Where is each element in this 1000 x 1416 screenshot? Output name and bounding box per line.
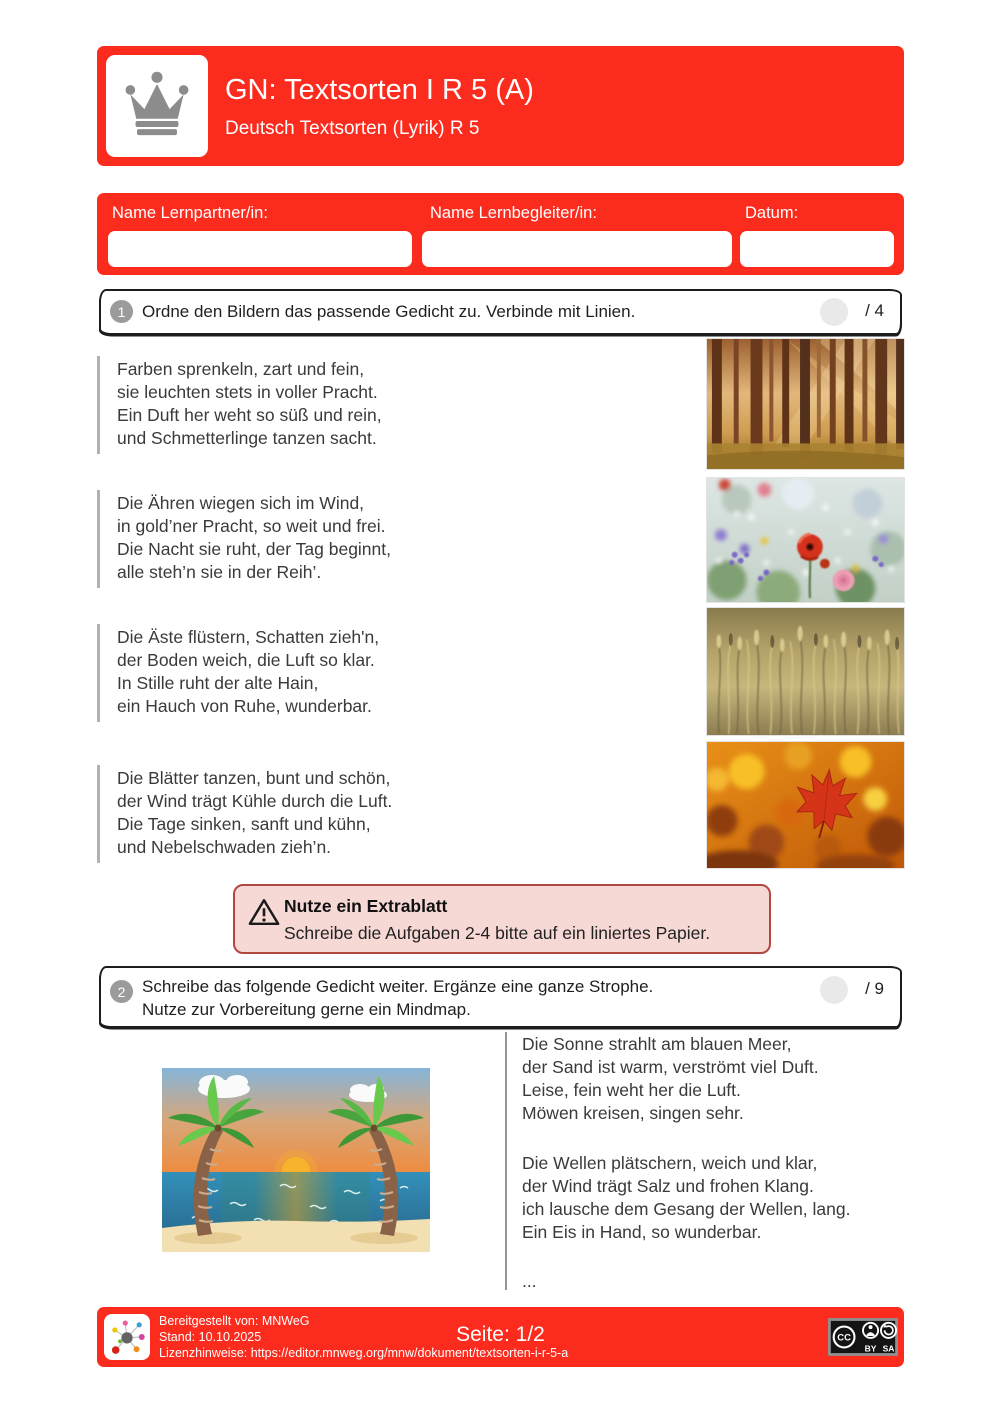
poem-line: alle steh’n sie in der Reih’.: [117, 562, 322, 582]
extra-sheet-note: [233, 884, 771, 954]
poem-line: Die Tage sinken, sanft und kühn,: [117, 814, 371, 834]
task1-number-badge: 1: [110, 300, 133, 323]
poem-line: Ein Duft her weht so süß und rein,: [117, 405, 382, 425]
poem-line: Ein Eis in Hand, so wunderbar.: [522, 1222, 762, 1242]
logo-box: [106, 55, 208, 157]
task2-instruction-line1: Schreibe das folgende Gedicht weiter. Ergänze eine ganze Strophe.: [142, 977, 654, 996]
name-bar: [97, 193, 904, 275]
poem-continuation-ellipsis: ...: [522, 1271, 537, 1291]
autumn-leaves-photo: [706, 741, 905, 869]
header: [97, 46, 904, 166]
sunlit-forest-photo: [706, 338, 905, 470]
task2-poem: [522, 1033, 850, 1293]
poem-stanza-1: [522, 1033, 850, 1125]
wheat-field-photo: [706, 607, 905, 736]
poem-line: Farben sprenkeln, zart und fein,: [117, 359, 365, 379]
license-text: Lizenzhinweise: https://editor.mnweg.org/mnw/dokument/textsorten-i-r-5-a: [159, 1346, 569, 1360]
poem-line: Die Ähren wiegen sich im Wind,: [117, 493, 365, 513]
poem-line: der Wind trägt Salz und frohen Klang.: [522, 1176, 814, 1196]
provided-by-text: Bereitgestellt von: MNWeG: [159, 1314, 310, 1328]
page-indicator: Seite: 1/2: [456, 1323, 545, 1346]
poem-grainfield: [97, 490, 677, 588]
poem-stanza-2: [522, 1152, 850, 1244]
stand-text: Stand: 10.10.2025: [159, 1330, 262, 1344]
poem-line: Die Nacht sie ruht, der Tag beginnt,: [117, 539, 392, 559]
poem-line: der Boden weich, die Luft so klar.: [117, 650, 375, 670]
poem-forest: [97, 624, 677, 722]
date-label: Datum:: [745, 204, 799, 222]
poem-line: Leise, fein weht her die Luft.: [522, 1080, 741, 1100]
warning-triangle-icon: [248, 898, 280, 932]
flower-meadow-photo: [706, 477, 905, 603]
note-title: Nutze ein Extrablatt: [284, 896, 448, 916]
vertical-divider: [505, 1032, 507, 1290]
poem-line: der Wind trägt Kühle durch die Luft.: [117, 791, 393, 811]
poem-line: In Stille ruht der alte Hain,: [117, 673, 319, 693]
date-input[interactable]: [740, 231, 894, 267]
poem-autumn: [97, 765, 677, 863]
cc-by-label: BY: [864, 1343, 877, 1354]
poem-line: und Schmetterlinge tanzen sacht.: [117, 428, 377, 448]
task2-points: / 9: [865, 979, 884, 998]
poem-line: in gold’ner Pracht, so weit und frei.: [117, 516, 386, 536]
poem-line: ich lausche dem Gesang der Wellen, lang.: [522, 1199, 851, 1219]
cc-by-sa-badge: [828, 1318, 898, 1361]
poem-flowers: [97, 356, 677, 454]
cc-circle-text: CC: [837, 1332, 851, 1344]
poem-line: der Sand ist warm, verströmt viel Duft.: [522, 1057, 819, 1077]
beach-palms-sunset-illustration: [162, 1068, 430, 1252]
crown-icon: [120, 67, 194, 146]
guide-name-label: Name Lernbegleiter/in:: [430, 204, 597, 222]
poem-line: Die Sonne strahlt am blauen Meer,: [522, 1034, 792, 1054]
task1-points: / 4: [865, 301, 884, 320]
poem-line: ein Hauch von Ruhe, wunderbar.: [117, 696, 372, 716]
poem-line: Möwen kreisen, singen sehr.: [522, 1103, 744, 1123]
cc-sa-label: SA: [882, 1343, 895, 1354]
task2-instruction: [142, 975, 653, 1021]
task1-score-circle: [820, 298, 848, 326]
task2-number-badge: 2: [110, 980, 133, 1003]
note-text: Schreibe die Aufgaben 2-4 bitte auf ein liniertes Papier.: [284, 923, 711, 943]
poem-line: sie leuchten stets in voller Pracht.: [117, 382, 378, 402]
task2-score-circle: [820, 976, 848, 1004]
poem-line: Die Äste flüstern, Schatten zieh'n,: [117, 627, 380, 647]
page-subtitle: Deutsch Textsorten (Lyrik) R 5: [225, 118, 480, 139]
task2-header-box: [99, 966, 902, 1028]
poem-line: und Nebelschwaden zieh’n.: [117, 837, 332, 857]
task2-instruction-line2: Nutze zur Vorbereitung gerne ein Mindmap.: [142, 1000, 471, 1019]
task1-header-box: [99, 289, 902, 335]
page-title: GN: Textsorten I R 5 (A): [225, 74, 534, 106]
footer: [97, 1307, 904, 1367]
learner-name-label: Name Lernpartner/in:: [112, 204, 268, 222]
guide-name-input[interactable]: [422, 231, 732, 267]
poem-line: Die Blätter tanzen, bunt und schön,: [117, 768, 391, 788]
task1-instruction: Ordne den Bildern das passende Gedicht zu. Verbinde mit Linien.: [142, 302, 636, 321]
learner-name-input[interactable]: [108, 231, 412, 267]
poem-line: Die Wellen plätschern, weich und klar,: [522, 1153, 818, 1173]
